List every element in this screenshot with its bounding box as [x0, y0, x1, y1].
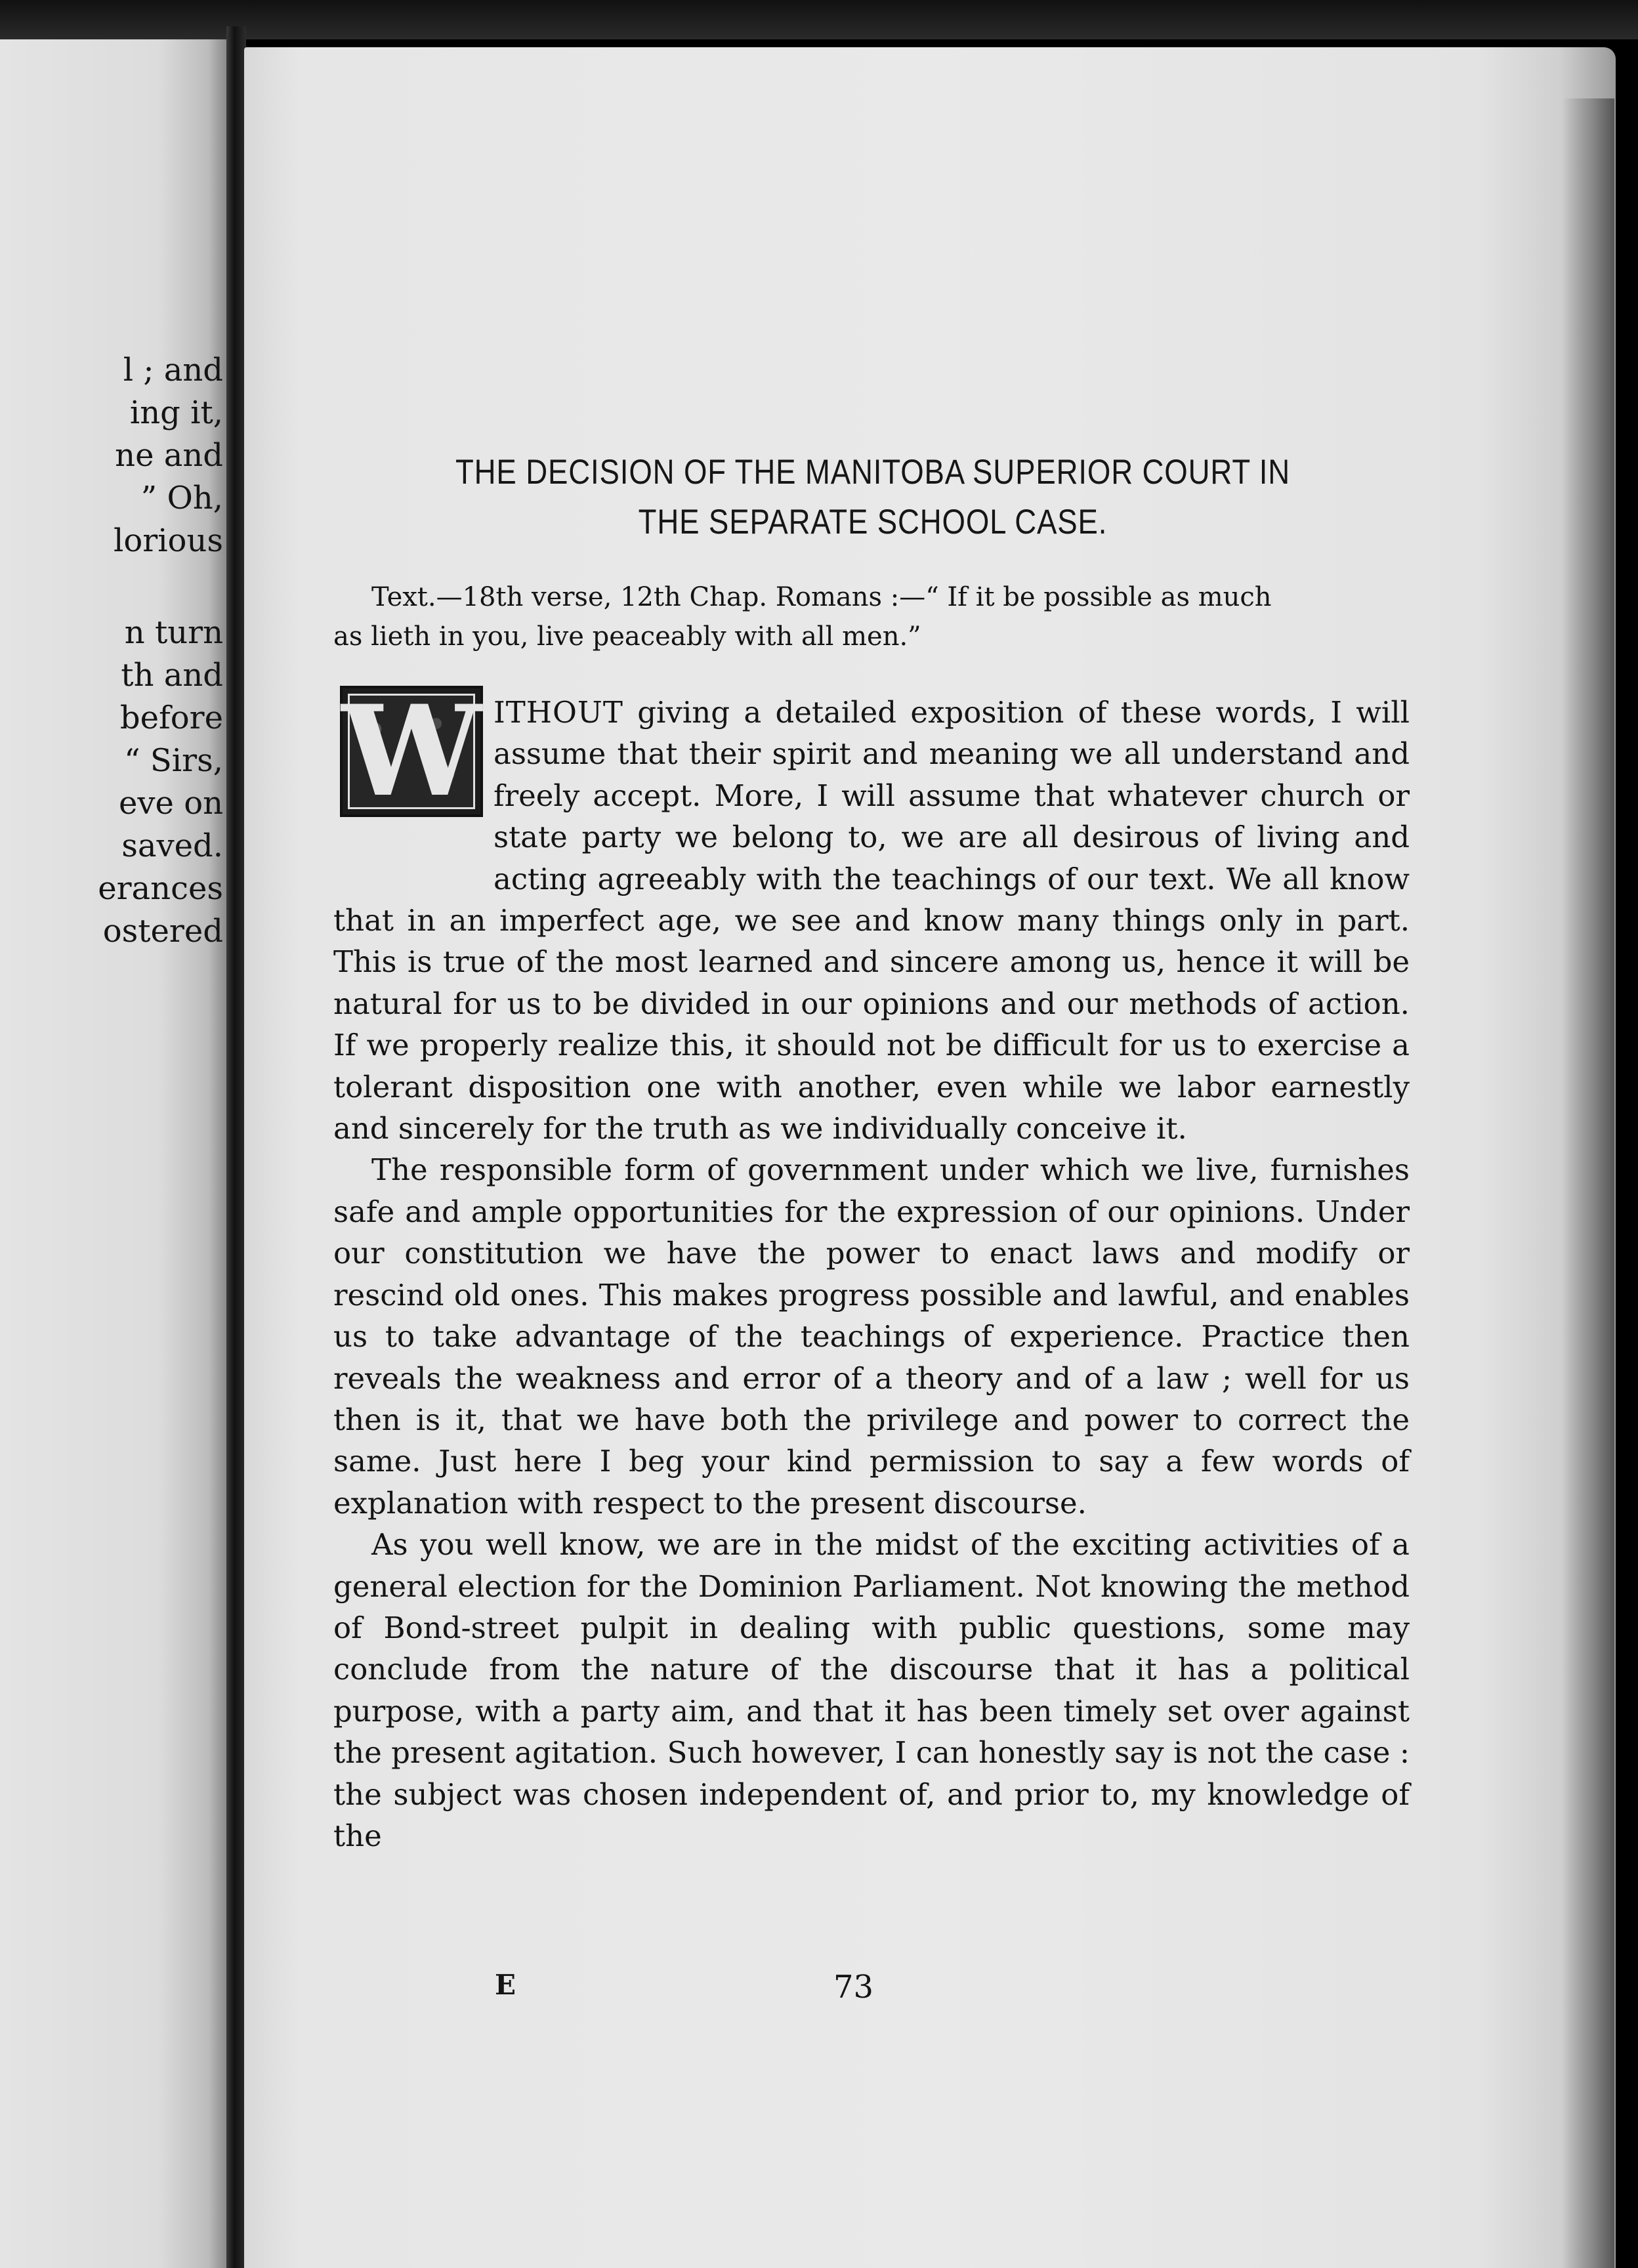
chapter-title [404, 448, 1341, 547]
left-fragment-line: ” Oh, [140, 480, 223, 516]
left-fragment-line: th and [121, 657, 223, 694]
paragraph-1-lead: ITHOUT [494, 695, 623, 730]
left-fragment-line: saved. [121, 828, 223, 864]
left-fragment-line: before [119, 700, 223, 736]
page-edge-shadow [1562, 98, 1614, 2268]
left-fragment-line: eve on [119, 785, 223, 822]
left-fragment-line: ing it, [129, 394, 223, 431]
body-text [333, 678, 1410, 1857]
title-line-1: THE DECISION OF THE MANITOBA SUPERIOR COURT IN [455, 453, 1291, 492]
epigraph-line-2: as lieth in you, live peaceably with all men.” [333, 621, 921, 652]
page-footer [333, 1969, 1410, 2008]
title-line-2: THE SEPARATE SCHOOL CASE. [638, 503, 1108, 541]
left-fragment-line: n turn [124, 614, 223, 651]
left-page [0, 39, 226, 2268]
paragraph-1 [333, 678, 1410, 1149]
paragraph-1-text: giving a detailed exposition of these words, I will assume that their spirit and meaning we all understand and freely accept. More, I will assume that whatever church or state party we belong to, we are all desirous of living and acting agreeably with the teachings of our text. We all know that in an imperfect age, we see and know many things only in part. This is true of the most learned and sincere among us, hence it will be natural for us to be divided in our opinions and our methods of action. If we properly realize this, it should not be difficult for us to exercise a tolerant disposition one with another, even while we labor earnestly and sincerely for the truth as we individually conceive it. [333, 695, 1410, 1146]
paragraph-3: As you well know, we are in the midst of the exciting activities of a general election for the Dominion Parliament. Not knowing the method of Bond-street pulpit in dealing with public questions, some may conclude from the nature of the discourse that it has a political purpose, with a party aim, and that it has been timely set over against the present agitation. Such however, I can honestly say is not the case : the subject was chosen independent of, and prior to, my knowledge of the [333, 1527, 1410, 1853]
left-fragment-line: erances [98, 870, 223, 907]
left-fragment-line: l ; and [123, 352, 223, 388]
left-fragment-line: ne and [115, 437, 223, 474]
left-fragment-line: ostered [102, 913, 223, 950]
page-number: 73 [833, 1969, 874, 2006]
paragraph-2: The responsible form of government under which we live, furnishes safe and ample opportunities for the expression of our opinions. Under our constitution we have the power to enact laws and modify or rescind old ones. This makes progress possible and lawful, and enables us to take advantage of the teachings of experience. Practice then reveals the weakness and error of a theory and of a law ; well for us then is it, that we have both the privilege and power to correct the same. Just here I beg your kind permission to say a few words of explanation with respect to the present discourse. [333, 1152, 1410, 1521]
book-gutter [226, 26, 246, 2268]
epigraph-line-1: Text.—18th verse, 12th Chap. Romans :—“ If it be possible as much [371, 582, 1272, 612]
left-fragment-line: “ Sirs, [124, 742, 223, 779]
left-fragment-line: lorious [114, 522, 223, 559]
epigraph [333, 578, 1416, 656]
signature-mark: E [495, 1969, 516, 2001]
drop-cap-letter: W [341, 678, 482, 824]
